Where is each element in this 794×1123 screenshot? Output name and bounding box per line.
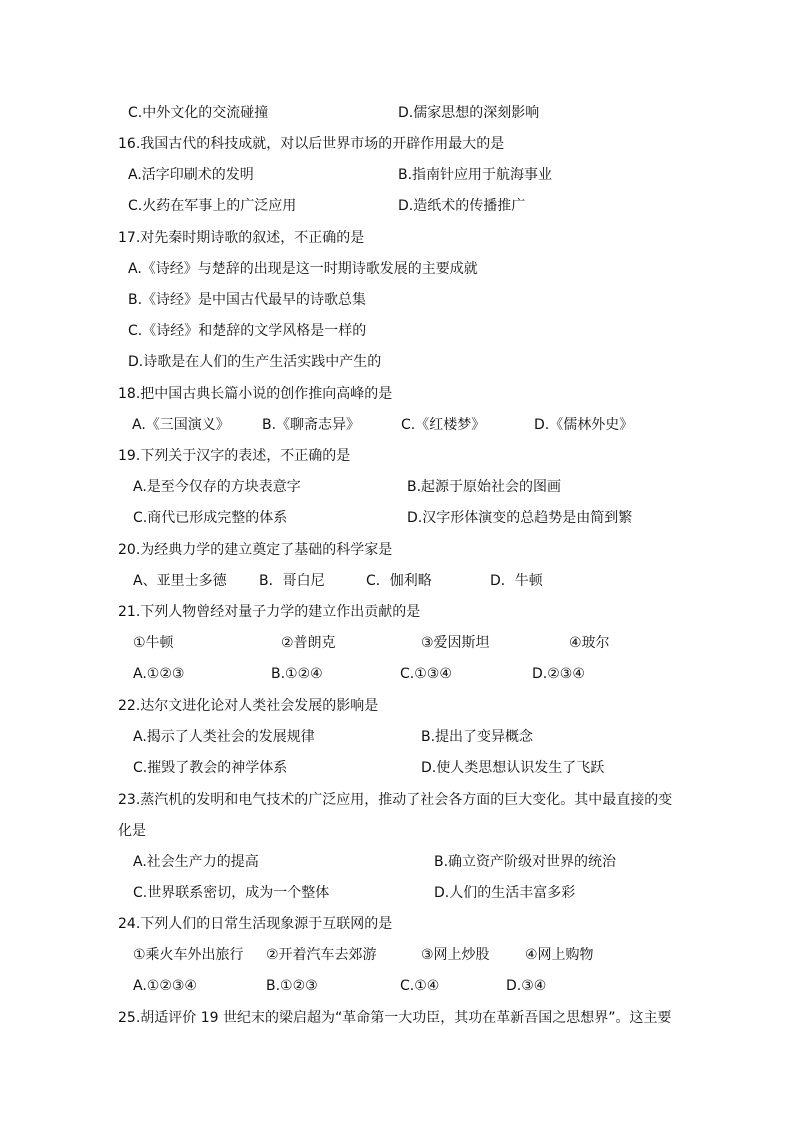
q21-option-d: D.②③④ bbox=[532, 666, 585, 682]
q22-option-a: A.揭示了人类社会的发展规律 bbox=[133, 729, 315, 745]
q17-option-b: B.《诗经》是中国古代最早的诗歌总集 bbox=[128, 292, 367, 308]
q24-item-3: ③网上炒股 bbox=[421, 947, 490, 963]
q16-option-d: D.造纸术的传播推广 bbox=[398, 198, 526, 214]
q21-item-3: ③爱因斯坦 bbox=[421, 635, 490, 651]
q15-option-c: C.中外文化的交流碰撞 bbox=[128, 105, 269, 121]
q21-option-a: A.①②③ bbox=[133, 666, 185, 682]
q21-option-b: B.①②④ bbox=[271, 666, 323, 682]
q20-option-d: D．牛顿 bbox=[490, 573, 543, 589]
q23-option-b: B.确立资产阶级对世界的统治 bbox=[434, 854, 617, 870]
q23-stem: 23.蒸汽机的发明和电气技术的广泛应用，推动了社会各方面的巨大变化。其中最直接的变 bbox=[118, 792, 673, 808]
q22-option-b: B.提出了变异概念 bbox=[421, 729, 534, 745]
q16-option-a: A.活字印刷术的发明 bbox=[128, 167, 254, 183]
q24-stem: 24.下列人们的日常生活现象源于互联网的是 bbox=[118, 916, 393, 932]
q19-option-b: B.起源于原始社会的图画 bbox=[407, 479, 562, 495]
q15-option-d: D.儒家思想的深刻影响 bbox=[398, 105, 540, 121]
q18-option-c: C.《红楼梦》 bbox=[401, 417, 486, 433]
q20-stem: 20.为经典力学的建立奠定了基础的科学家是 bbox=[118, 542, 393, 558]
q24-option-b: B.①②③ bbox=[266, 978, 318, 994]
q21-option-c: C.①③④ bbox=[400, 666, 452, 682]
q21-item-1: ①牛顿 bbox=[133, 635, 174, 651]
q22-option-d: D.使人类思想认识发生了飞跃 bbox=[421, 760, 605, 776]
q19-option-a: A.是至今仅存的方块表意字 bbox=[133, 479, 301, 495]
q21-stem: 21.下列人物曾经对量子力学的建立作出贡献的是 bbox=[118, 604, 421, 620]
q18-option-a: A.《三国演义》 bbox=[132, 417, 230, 433]
q24-option-c: C.①④ bbox=[400, 978, 440, 994]
q18-stem: 18.把中国古典长篇小说的创作推向高峰的是 bbox=[118, 386, 393, 402]
q16-option-c: C.火药在军事上的广泛应用 bbox=[128, 198, 297, 214]
q17-option-a: A.《诗经》与楚辞的出现是这一时期诗歌发展的主要成就 bbox=[128, 261, 478, 277]
q17-option-c: C.《诗经》和楚辞的文学风格是一样的 bbox=[128, 323, 367, 339]
q17-option-d: D.诗歌是在人们的生产生活实践中产生的 bbox=[128, 354, 382, 370]
q20-option-a: A、亚里士多德 bbox=[133, 573, 227, 589]
q23-option-c: C.世界联系密切，成为一个整体 bbox=[133, 885, 330, 901]
q21-item-4: ④玻尔 bbox=[569, 635, 610, 651]
q24-item-1: ①乘火车外出旅行 bbox=[133, 947, 244, 963]
q23-option-d: D.人们的生活丰富多彩 bbox=[434, 885, 576, 901]
q22-option-c: C.摧毁了教会的神学体系 bbox=[133, 760, 288, 776]
q24-option-d: D.③④ bbox=[506, 978, 547, 994]
q16-stem: 16.我国古代的科技成就，对以后世界市场的开辟作用最大的是 bbox=[118, 136, 505, 152]
q24-item-2: ②开着汽车去郊游 bbox=[266, 947, 377, 963]
q22-stem: 22.达尔文进化论对人类社会发展的影响是 bbox=[118, 698, 379, 714]
q21-item-2: ②普朗克 bbox=[281, 635, 336, 651]
q19-option-d: D.汉字形体演变的总趋势是由简到繁 bbox=[407, 510, 633, 526]
q20-option-c: C．伽利略 bbox=[366, 573, 432, 589]
q25-stem: 25.胡适评价 19 世纪末的梁启超为“革命第一大功臣，其功在革新吾国之思想界”。这主要 bbox=[118, 1010, 672, 1026]
q24-option-a: A.①②③④ bbox=[133, 978, 197, 994]
q16-option-b: B.指南针应用于航海事业 bbox=[398, 167, 553, 183]
q18-option-b: B.《聊斋志异》 bbox=[262, 417, 361, 433]
q18-option-d: D.《儒林外史》 bbox=[534, 417, 634, 433]
q19-stem: 19.下列关于汉字的表述，不正确的是 bbox=[118, 448, 351, 464]
q17-stem: 17.对先秦时期诗歌的叙述，不正确的是 bbox=[118, 230, 365, 246]
q24-item-4: ④网上购物 bbox=[525, 947, 594, 963]
q19-option-c: C.商代已形成完整的体系 bbox=[133, 510, 288, 526]
q23-stem-continued: 化是 bbox=[118, 823, 146, 839]
q23-option-a: A.社会生产力的提高 bbox=[133, 854, 259, 870]
q20-option-b: B．哥白尼 bbox=[259, 573, 325, 589]
